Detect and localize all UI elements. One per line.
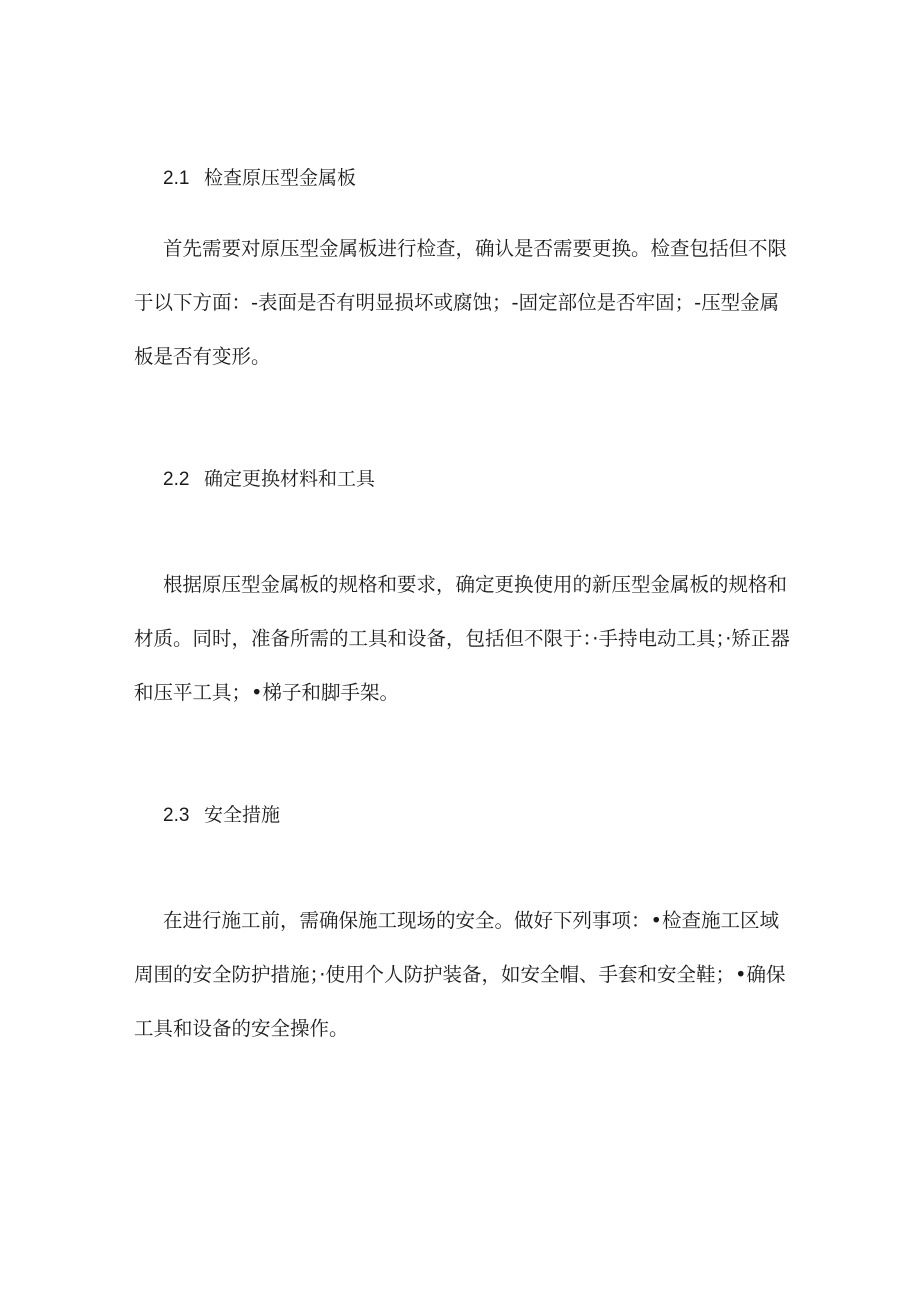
- section-paragraph: 根据原压型金属板的规格和要求，确定更换使用的新压型金属板的规格和材质。同时，准备所需的工具和设备，包括但不限于：·手持电动工具；·矫正器和压平工具；•梯子和脚手架。: [134, 573, 790, 704]
- section-title: 安全措施: [204, 804, 281, 826]
- section-number: 2.1: [163, 168, 190, 189]
- section-paragraph: 首先需要对原压型金属板进行检查，确认是否需要更换。检查包括但不限于以下方面：-表面是否有明显损坏或腐蚀；-固定部位是否牢固；-压型金属板是否有变形。: [134, 237, 788, 368]
- section-number: 2.3: [163, 805, 190, 826]
- section-title: 确定更换材料和工具: [204, 468, 376, 490]
- section-title: 检查原压型金属板: [204, 167, 357, 189]
- section-heading: [163, 166, 356, 191]
- section-heading: [163, 467, 375, 492]
- section-paragraph: 在进行施工前，需确保施工现场的安全。做好下列事项：•检查施工区域周围的安全防护措施；·使用个人防护装备，如安全帽、手套和安全鞋；•确保工具和设备的安全操作。: [134, 909, 786, 1040]
- section-number: 2.2: [163, 469, 190, 490]
- section-heading: [163, 803, 280, 828]
